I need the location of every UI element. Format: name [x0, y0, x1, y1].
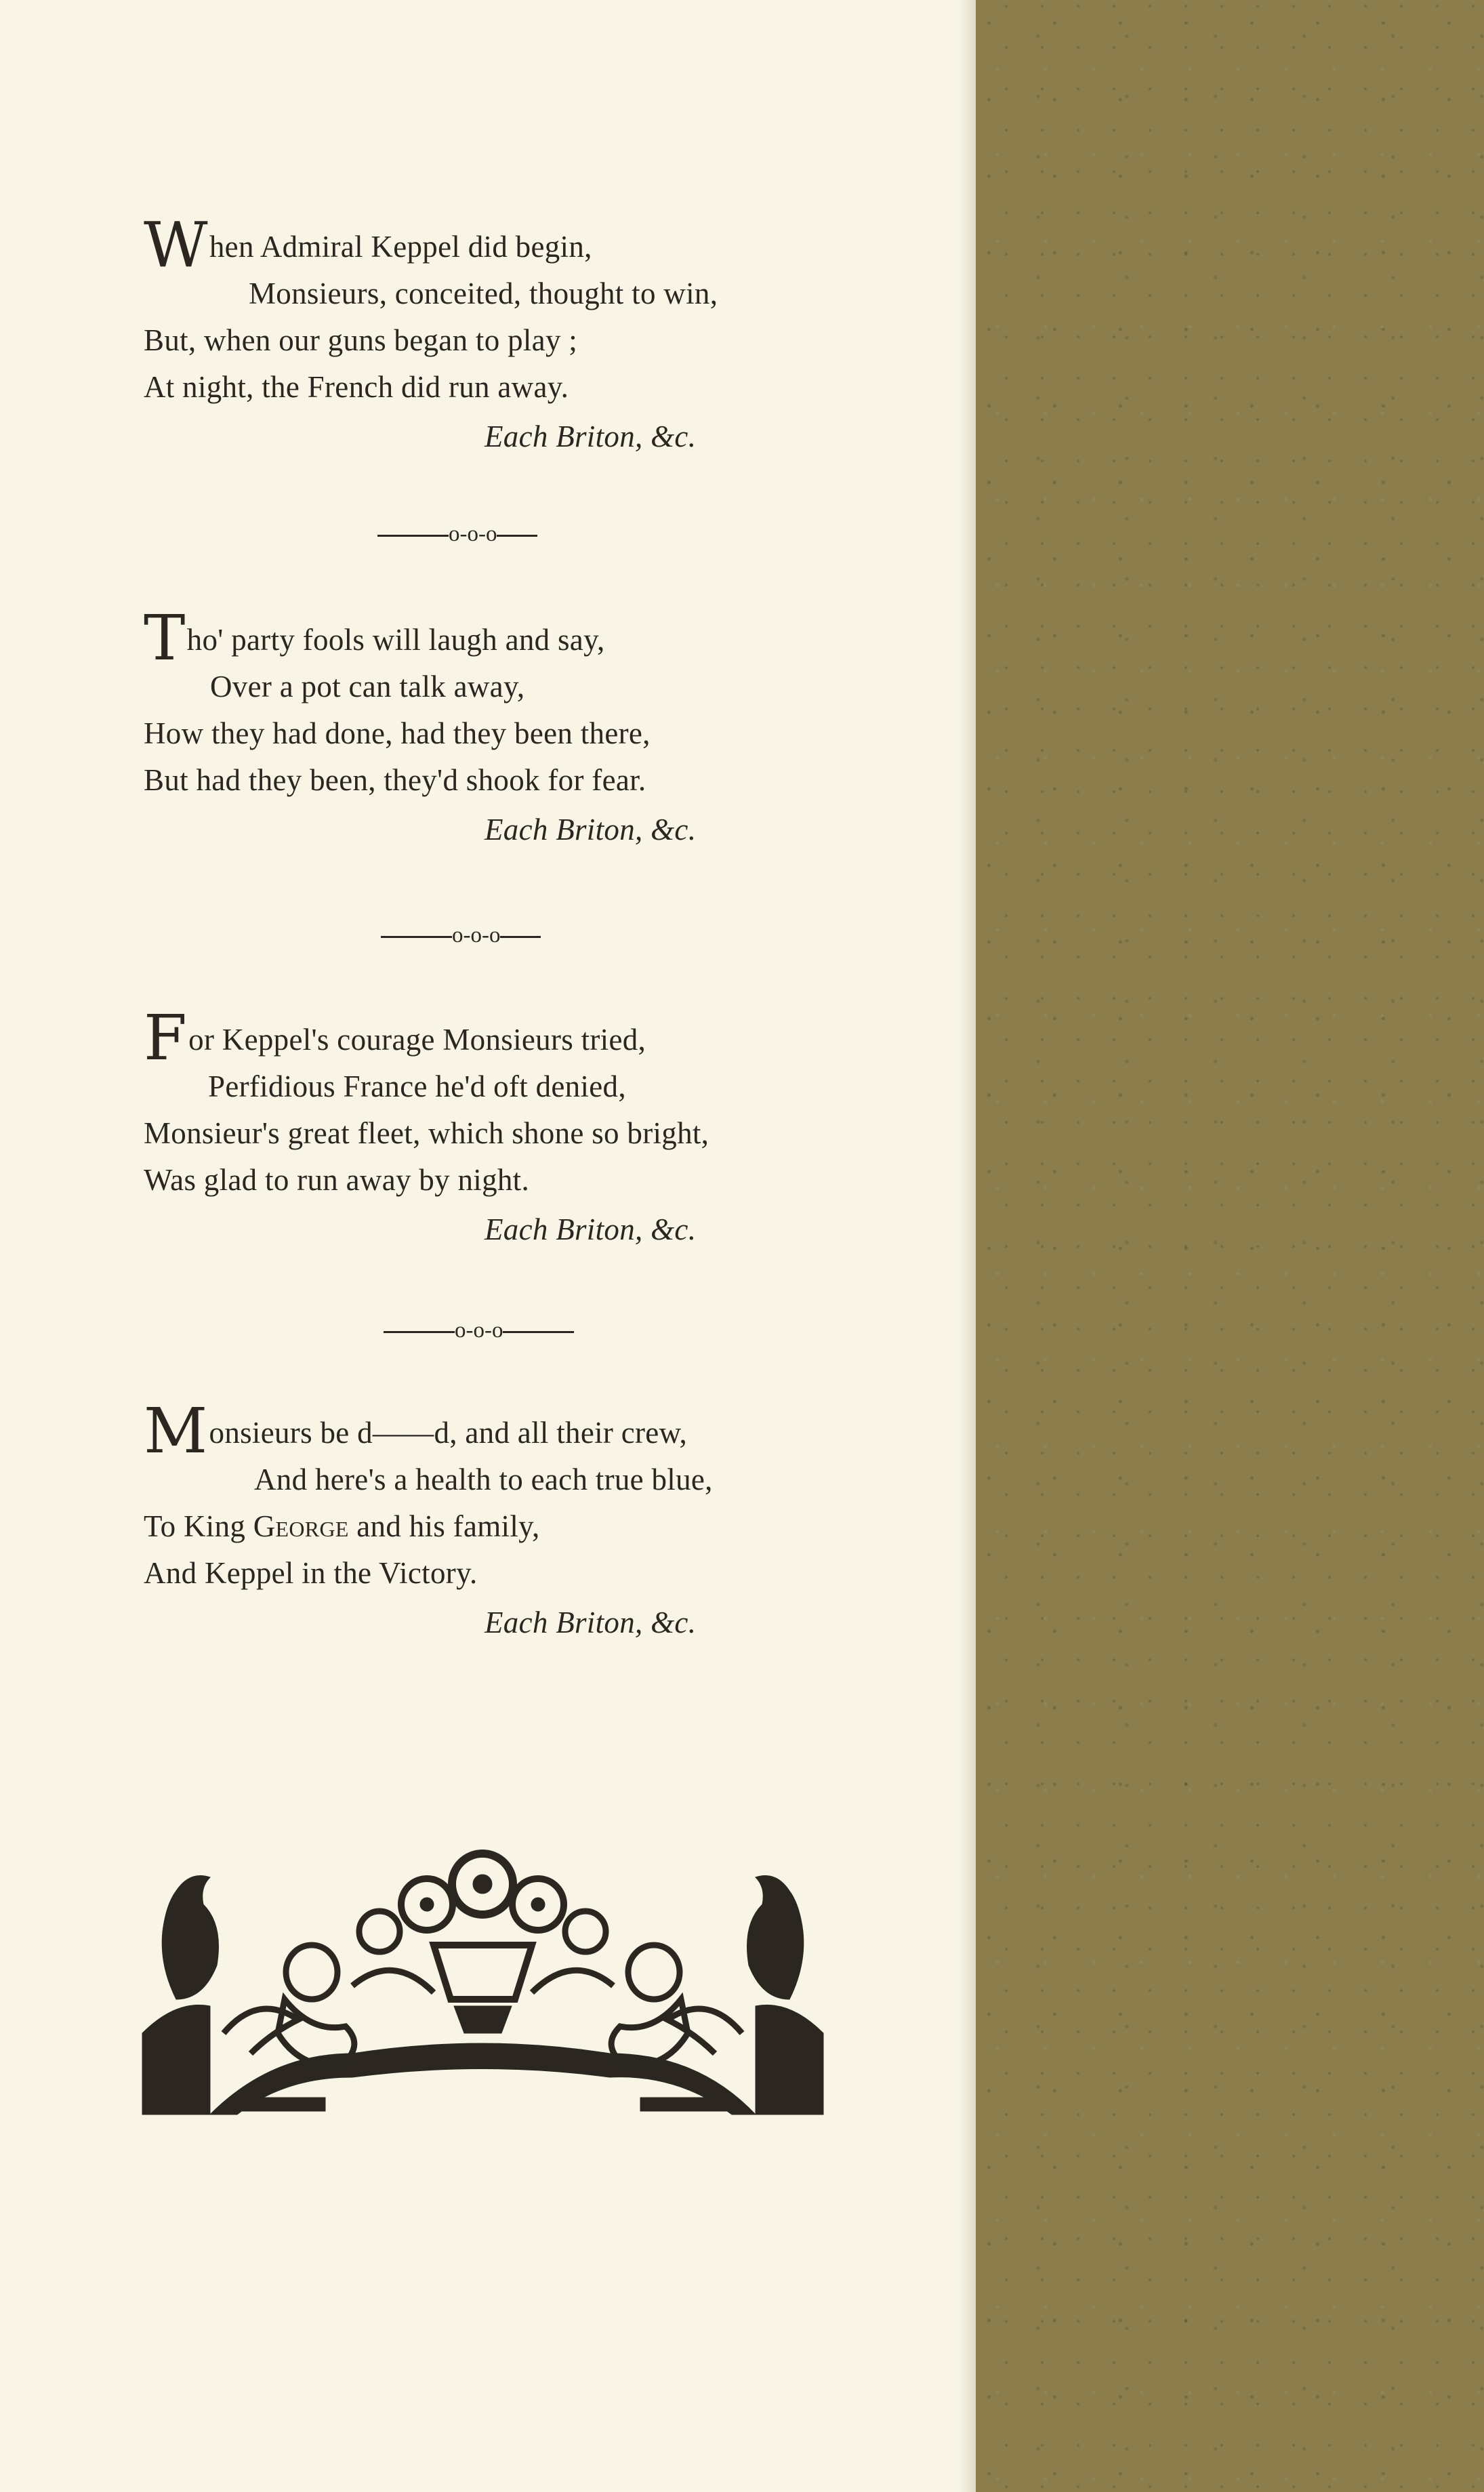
left-pedestal [142, 2005, 210, 2115]
stanza-line: When Admiral Keppel did begin, [144, 209, 592, 281]
left-eagle [162, 1876, 218, 2000]
refrain: Each Briton, &c. [485, 1606, 697, 1639]
central-basket [434, 1945, 532, 1999]
stanza-line: And here's a health to each true blue, [254, 1463, 713, 1496]
board-background [976, 0, 1484, 2492]
tailpiece-ornament [136, 1830, 830, 2121]
section-divider: o-o-o [377, 522, 537, 547]
right-eagle [747, 1876, 804, 2000]
section-divider: o-o-o [381, 923, 541, 948]
stanza-line: Was glad to run away by night. [144, 1163, 530, 1197]
section-divider: o-o-o [384, 1318, 574, 1343]
stanza-line: To King George and his family, [144, 1509, 540, 1543]
stanza-line: Tho' party fools will laugh and say, [144, 602, 605, 674]
stanza-line: For Keppel's courage Monsieurs tried, [144, 1002, 646, 1074]
stanza-line: Monsieur's great fleet, which shone so bright, [144, 1116, 709, 1150]
drop-cap: M [144, 1395, 208, 1467]
stanza-line: Over a pot can talk away, [210, 670, 525, 703]
small-caps-name: George [253, 1509, 349, 1543]
drop-cap: W [144, 209, 208, 281]
stanza-line: But had they been, they'd shook for fear. [144, 763, 646, 797]
stanza-4 [144, 1395, 821, 1646]
stanza-3 [144, 1002, 821, 1253]
stanza-line: How they had done, had they been there, [144, 716, 651, 750]
stanza-line: But, when our guns began to play ; [144, 323, 578, 357]
refrain: Each Briton, &c. [485, 813, 697, 846]
stanza-1 [144, 209, 821, 460]
stanza-line: Monsieurs, conceited, thought to win, [249, 277, 718, 310]
refrain: Each Briton, &c. [485, 420, 697, 453]
right-putto [628, 1945, 680, 1999]
stanza-line: Monsieurs be d——d, and all their crew, [144, 1395, 687, 1467]
stanza-2 [144, 602, 821, 853]
refrain: Each Briton, &c. [485, 1212, 697, 1246]
stanza-line: Perfidious France he'd oft denied, [208, 1069, 626, 1103]
stanza-line: At night, the French did run away. [144, 370, 569, 404]
drop-cap: T [144, 602, 186, 674]
stanza-line: And Keppel in the Victory. [144, 1556, 478, 1590]
left-putto [286, 1945, 337, 1999]
right-pedestal [756, 2005, 823, 2115]
drop-cap: F [144, 1002, 188, 1074]
